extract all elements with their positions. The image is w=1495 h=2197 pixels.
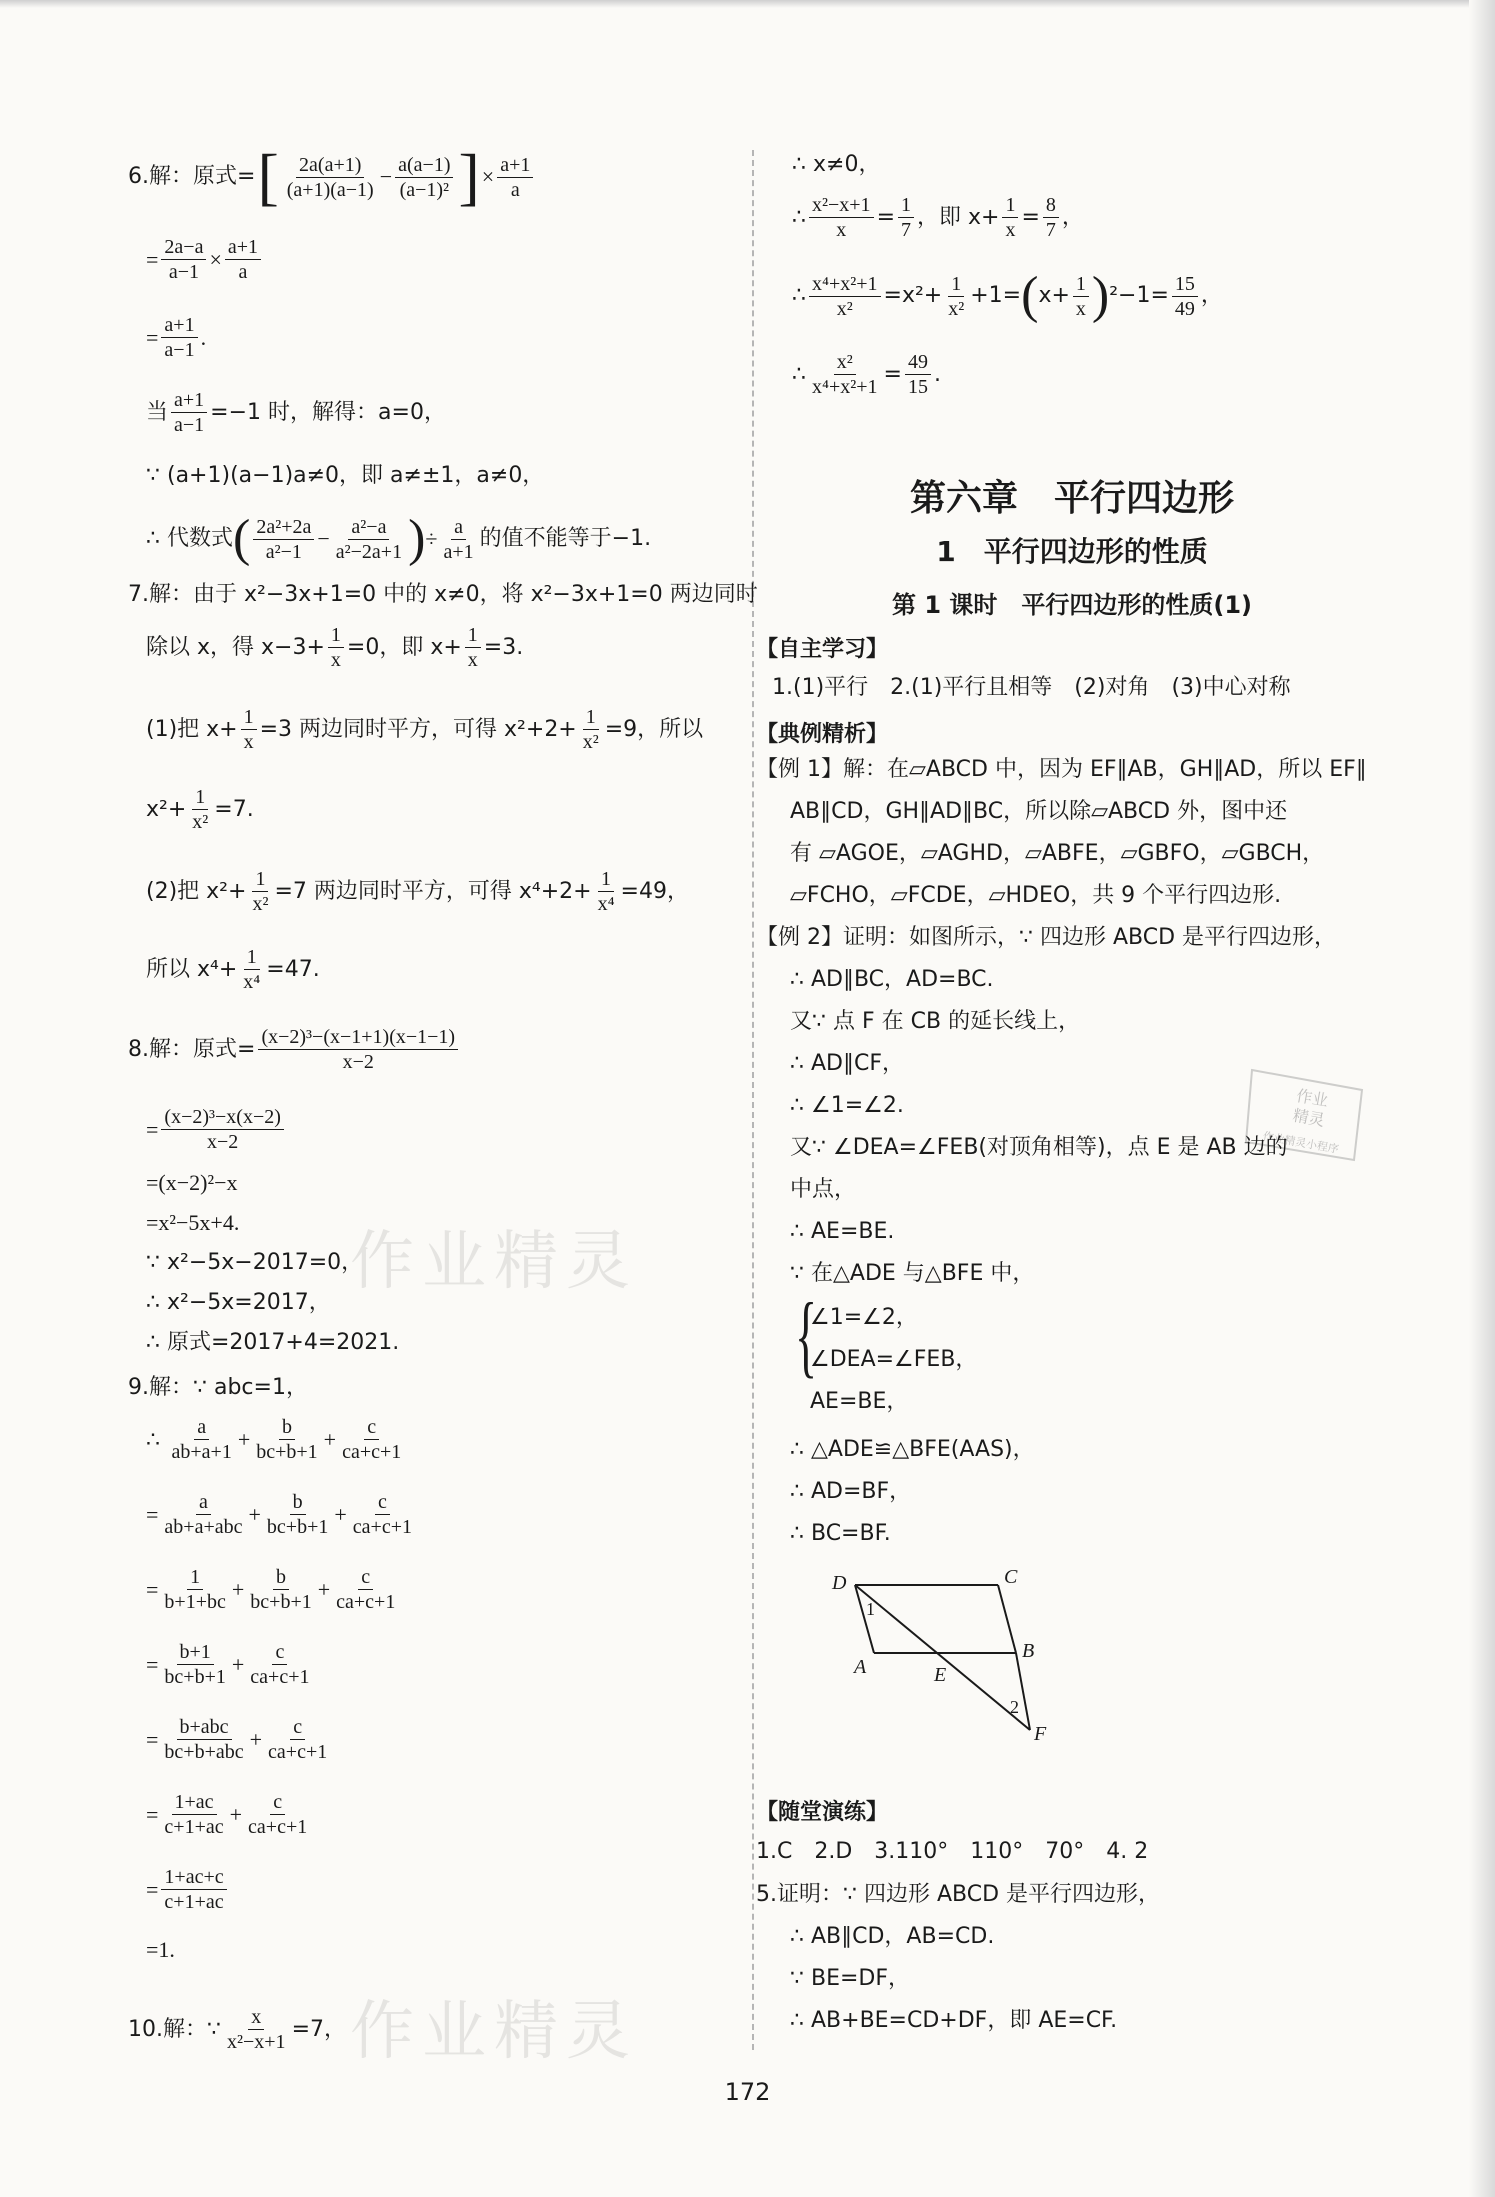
q9-line-1: 9.解：∵ abc=1， [128, 1375, 308, 1400]
page-top-edge [0, 0, 1495, 8]
segment-da [855, 1585, 874, 1653]
ex1-line-3: 有 ▱AGOE，▱AGHD，▱ABFE，▱GBFO，▱GBCH， [790, 841, 1325, 866]
practice-5-line-4: ∴ AB+BE=CD+DF，即 AE=CF. [790, 2008, 1118, 2033]
q6-line-6: ∴ 代数式 ( $\frac{\text{2a²+2a}}{\text{a²−1}}$ − $\frac{\text{a²−a}}{\text{a²−2a+1}}$ ) ÷ $\frac{a}{a+1}$ 的值不能等于−1. [146, 510, 652, 567]
q7-line-6: 所以 x⁴+ $\frac{1}{\text{x⁴}}$ =47. [146, 946, 320, 993]
q8-line-1: 8.解：原式= $\frac{\text{(x−2)³−(x−1+1)(x−1−1)}}{x-2}$ [128, 1025, 461, 1074]
svg-text:作业精灵小程序: 作业精灵小程序 [1261, 1129, 1340, 1156]
practice-5-line-2: ∴ AB∥CD，AB=CD. [790, 1924, 995, 1949]
self-study-answers: 1.(1)平行 2.(1)平行且相等 (2)对角 (3)中心对称 [772, 675, 1291, 700]
watermark: 作业精灵 [350, 1995, 638, 2069]
label-angle-1: 1 [866, 1599, 875, 1619]
chapter-title: 第六章 平行四边形 [909, 478, 1234, 519]
ex2-line-6: 又∵ ∠DEA=∠FEB(对顶角相等)，点 E 是 AB 边的 [790, 1135, 1288, 1160]
q9-row-1: ∴ $\frac{a}{ab+a+1}$ + $\frac{b}{bc+b+1}$ + $\frac{c}{ca+c+1}$ [146, 1416, 402, 1463]
q6-line-1: 6.解：原式= [ $\frac{2a(a+1)}{(a+1)(a-1)}$ − $\frac{a(a-1)}{\text{(a−1)²}}$ ] × $\frac{a+1}{a}$ [128, 145, 536, 209]
q6-line-5: ∵ (a+1)(a−1)a≠0，即 a≠±1，a≠0， [146, 463, 545, 488]
q7-line-2: 除以 x，得 x−3+ $\frac{1}{x}$ =0，即 x+ $\frac{1}{x}$ =3. [146, 624, 524, 671]
q8-line-3: =(x−2)²−x [146, 1170, 238, 1195]
r-line-1: ∴ x≠0， [792, 152, 881, 177]
q8-line-4: =x²−5x+4. [146, 1210, 240, 1235]
ex1-line-2: AB∥CD，GH∥AD∥BC，所以除▱ABCD 外，图中还 [790, 799, 1288, 824]
q9-row-4: = $\frac{b+1}{bc+b+1}$ + $\frac{c}{ca+c+1}$ [146, 1641, 310, 1688]
watermark: 作业精灵 [350, 1225, 638, 1299]
ex2-line-9: ∵ 在△ADE 与△BFE 中， [790, 1261, 1035, 1286]
r-line-4: ∴ $\frac{\text{x²}}{\text{x⁴+x²+1}}$ = $\frac{49}{15}$ . [792, 351, 941, 398]
ex2-line-4: ∴ AD∥CF， [790, 1051, 904, 1076]
ex2-line-2: ∴ AD∥BC，AD=BC. [790, 967, 994, 992]
q8-line-5: ∵ x²−5x−2017=0， [146, 1250, 364, 1275]
q8-line-2: = $\frac{\text{(x−2)³−x(x−2)}}{x-2}$ [146, 1105, 287, 1154]
heading-self-study: 【自主学习】 [756, 637, 889, 662]
q9-row-2: = $\frac{a}{\text{ab+a+abc}}$ + $\frac{b}{bc+b+1}$ + $\frac{c}{ca+c+1}$ [146, 1491, 412, 1538]
parallelogram-figure [830, 1565, 1050, 1745]
q6-line-3: = $\frac{a+1}{a-1}$ . [146, 314, 207, 361]
label-e: E [934, 1664, 947, 1686]
label-b: B [1022, 1640, 1035, 1662]
ex2-line-8: ∴ AE=BE. [790, 1219, 895, 1244]
ex2-line-5: ∴ ∠1=∠2. [790, 1093, 904, 1118]
q6-line-2: = $\frac{2a-a}{a-1}$ × $\frac{a+1}{a}$ [146, 235, 264, 284]
ex2-conclusion-3: ∴ BC=BF. [790, 1521, 891, 1546]
q7-line-3: (1)把 x+ $\frac{1}{x}$ =3 两边同时平方，可得 x²+2+ $\frac{1}{\text{x²}}$ =9，所以 [146, 706, 704, 753]
svg-text:作业: 作业 [1294, 1085, 1330, 1111]
ex1-line-1: 【例 1】解：在▱ABCD 中，因为 EF∥AB，GH∥AD，所以 EF∥ [756, 757, 1367, 782]
practice-answers: 1.C 2.D 3.110° 110° 70° 4. 2 [756, 1839, 1149, 1864]
lesson-title: 第 1 课时 平行四边形的性质(1) [891, 591, 1253, 619]
q8-line-7: ∴ 原式=2017+4=2021. [146, 1330, 400, 1355]
label-a: A [854, 1656, 867, 1678]
ex2-conclusion-1: ∴ △ADE≌△BFE(AAS)， [790, 1437, 1035, 1462]
q7-line-4: x²+ $\frac{1}{\text{x²}}$ =7. [146, 786, 254, 833]
r-line-2: ∴ $\frac{\text{x²−x+1}}{x}$ = $\frac{1}{7}$ ，即 x+ $\frac{1}{x}$ = $\frac{8}{7}$ ， [792, 194, 1084, 241]
section-title: 1 平行四边形的性质 [936, 535, 1208, 568]
equation-system: { ∠1=∠2， ∠DEA=∠FEB， AE=BE， [790, 1295, 1050, 1435]
ex1-line-4: ▱FCHO，▱FCDE，▱HDEO，共 9 个平行四边形. [790, 883, 1282, 908]
system-line-2: ∠DEA=∠FEB， [810, 1347, 978, 1372]
system-line-1: ∠1=∠2， [810, 1305, 918, 1330]
q9-row-6: = $\frac{1+ac}{c+1+ac}$ + $\frac{c}{ca+c+1}$ [146, 1791, 308, 1838]
q7-line-1: 7.解：由于 x²−3x+1=0 中的 x≠0，将 x²−3x+1=0 两边同时 [128, 582, 758, 607]
page-right-edge [1469, 0, 1495, 2197]
page-number: 172 [724, 2078, 771, 2106]
practice-5-line-3: ∵ BE=DF， [790, 1966, 911, 1991]
ex2-line-1: 【例 2】证明：如图所示，∵ 四边形 ABCD 是平行四边形， [756, 925, 1337, 950]
label-c: C [1004, 1566, 1018, 1588]
ex2-line-7: 中点， [790, 1177, 857, 1202]
label-f: F [1034, 1723, 1047, 1745]
q9-row-5: = $\frac{\text{b+abc}}{\text{bc+b+abc}}$ + $\frac{c}{ca+c+1}$ [146, 1716, 328, 1763]
label-angle-2: 2 [1010, 1697, 1019, 1717]
system-line-3: AE=BE， [810, 1389, 909, 1414]
ex2-line-3: 又∵ 点 F 在 CB 的延长线上， [790, 1009, 1081, 1034]
label-d: D [832, 1572, 847, 1594]
q7-line-5: (2)把 x²+ $\frac{1}{\text{x²}}$ =7 两边同时平方，可得 x⁴+2+ $\frac{1}{\text{x⁴}}$ =49， [146, 868, 689, 915]
q9-end: =1. [146, 1937, 175, 1962]
q10-line: 10.解：∵ $\frac{x}{\text{x²−x+1}}$ =7， [128, 2006, 346, 2053]
q8-line-6: ∴ x²−5x=2017， [146, 1290, 331, 1315]
segment-bf [1016, 1653, 1030, 1730]
r-line-3: ∴ $\frac{\text{x⁴+x²+1}}{\text{x²}}$ =x²+ $\frac{1}{\text{x²}}$ +1= ( x+ $\frac{1}{x}$ ) ²−1= $\frac{15}{49}$ ， [792, 267, 1223, 324]
column-divider [752, 150, 754, 2050]
q6-line-4: 当 $\frac{a+1}{a-1}$ =−1 时，解得：a=0， [146, 389, 446, 436]
ex2-conclusion-2: ∴ AD=BF， [790, 1479, 912, 1504]
segment-cb [998, 1585, 1016, 1653]
practice-5-line-1: 5.证明：∵ 四边形 ABCD 是平行四边形， [756, 1882, 1161, 1907]
q9-row-3: = $\frac{1}{b+1+bc}$ + $\frac{b}{bc+b+1}$ + $\frac{c}{ca+c+1}$ [146, 1566, 396, 1613]
heading-examples: 【典例精析】 [756, 722, 889, 747]
q9-row-7: = $\frac{1+ac+c}{c+1+ac}$ [146, 1865, 230, 1914]
heading-practice: 【随堂演练】 [756, 1800, 889, 1825]
svg-text:精灵: 精灵 [1291, 1105, 1327, 1130]
